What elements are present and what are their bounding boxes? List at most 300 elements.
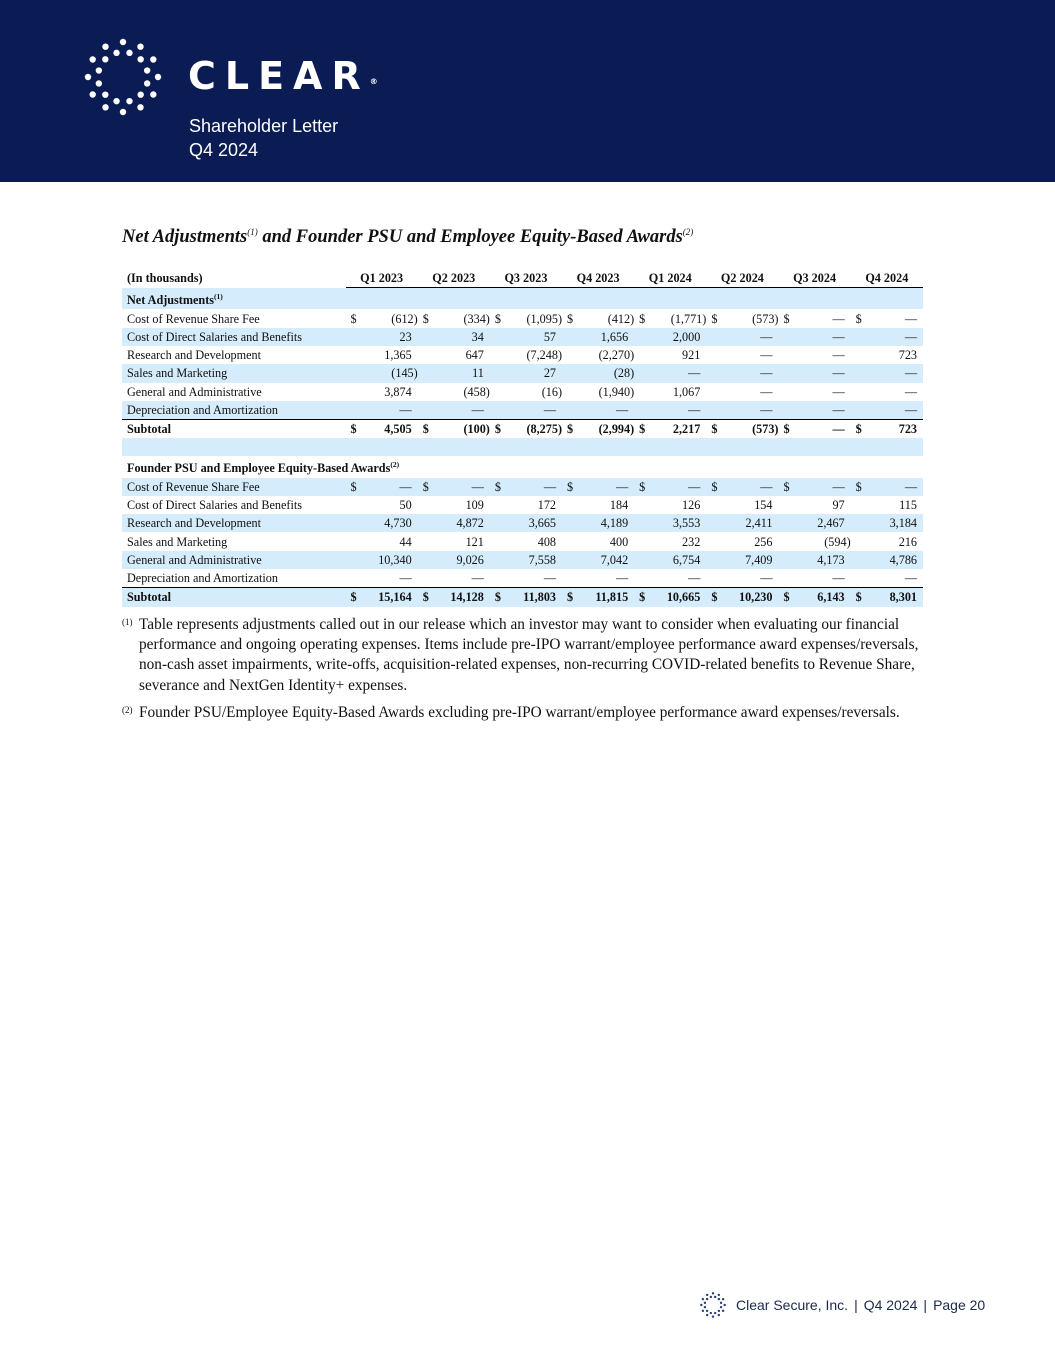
table-row	[122, 478, 923, 496]
footnote-text: Table represents adjustments called out in our release which an investor may want to consider when evaluating our financial performance and ongoing operating expenses. Items include pre-IPO warrant/employee performance award expenses/reversals, non-cash asset impairments, write-offs, acquisition-related expenses, non-recurring COVID-related benefits to Revenue Share, severance and NextGen Identity+ expenses.	[139, 616, 919, 694]
row-label: Sales and Marketing	[127, 534, 228, 549]
currency-cell: $	[562, 588, 574, 607]
currency-cell	[346, 569, 358, 588]
currency-cell	[562, 401, 574, 420]
value-cell: —	[760, 571, 773, 586]
currency-cell	[490, 346, 502, 364]
title-part-1: Net Adjustments	[122, 227, 248, 248]
currency-cell	[346, 346, 358, 364]
currency-cell	[562, 328, 574, 346]
value-cell: 23	[358, 328, 418, 346]
footnote-mark: (1)	[122, 617, 133, 627]
logo-dot	[723, 1304, 725, 1306]
value-cell: 2,467	[791, 514, 851, 532]
currency-cell	[346, 496, 358, 514]
currency-cell: $	[490, 588, 502, 607]
value-cell: 10,340	[358, 551, 418, 569]
currency-cell	[346, 551, 358, 569]
value-cell: 121	[465, 534, 484, 549]
currency-cell: $	[851, 420, 863, 439]
value-cell: —	[863, 328, 923, 346]
logo-dot	[89, 56, 95, 62]
brand-wordmark	[188, 52, 378, 100]
clear-logo-icon	[84, 38, 162, 116]
currency-cell: $	[778, 478, 790, 496]
subtotal-value: (100)	[430, 420, 490, 439]
currency-cell	[418, 364, 430, 382]
value-cell: —	[760, 384, 773, 399]
value-cell: 126	[682, 497, 701, 512]
currency-cell: $	[851, 478, 863, 496]
registered-mark: ®	[369, 77, 378, 86]
footer-separator: |	[854, 1297, 858, 1313]
footnote-text: Founder PSU/Employee Equity-Based Awards excluding pre-IPO warrant/employee performance award expenses/reversals.	[139, 703, 900, 721]
value-cell: —	[502, 401, 562, 420]
currency-cell: $	[562, 478, 574, 496]
logo-dot	[120, 39, 126, 45]
value-cell: (7,248)	[526, 348, 563, 363]
currency-cell: $	[783, 311, 790, 326]
value-cell: 7,042	[574, 551, 634, 569]
table-row	[122, 496, 923, 514]
value-cell: —	[430, 401, 490, 420]
currency-cell	[851, 364, 863, 382]
logo-dot	[720, 1302, 722, 1304]
value-cell: —	[615, 571, 629, 586]
logo-dot	[706, 1294, 708, 1296]
logo-dot	[714, 1296, 716, 1298]
currency-cell: $	[418, 478, 430, 496]
column-header: Q1 2024	[634, 269, 706, 288]
logo-dot	[702, 1310, 704, 1312]
value-cell: —	[904, 384, 917, 399]
value-cell: —	[718, 328, 778, 346]
logo-dot	[150, 91, 156, 97]
section-heading-text: Net Adjustments	[127, 293, 215, 308]
value-cell: —	[791, 478, 851, 496]
currency-cell	[851, 401, 863, 420]
currency-cell	[706, 346, 718, 364]
spacer-cell	[122, 438, 923, 456]
value-cell: (612)	[391, 311, 418, 326]
section-footnote-mark: (1)	[214, 292, 223, 302]
table-row	[122, 401, 923, 420]
table-row	[122, 309, 923, 327]
currency-cell	[346, 401, 358, 420]
currency-cell	[562, 383, 574, 401]
table-row	[122, 328, 923, 346]
row-label: Depreciation and Amortization	[122, 401, 346, 420]
currency-cell: $	[706, 420, 718, 439]
value-cell: 256	[754, 534, 773, 549]
value-cell: 400	[609, 534, 629, 549]
footer-page-number: Page 20	[933, 1297, 986, 1313]
subtotal-value: 4,505	[358, 420, 418, 439]
currency-cell	[634, 401, 646, 420]
logo-dot	[706, 1310, 708, 1312]
currency-cell	[634, 383, 646, 401]
currency-cell	[562, 569, 574, 588]
currency-cell	[706, 364, 718, 382]
value-cell: 3,665	[502, 514, 562, 532]
row-label: Research and Development	[127, 348, 262, 363]
currency-cell	[778, 346, 790, 364]
currency-cell	[562, 346, 574, 364]
section-heading	[122, 288, 923, 310]
row-label: Research and Development	[122, 514, 346, 532]
logo-dot	[704, 1306, 706, 1308]
currency-cell	[634, 346, 646, 364]
logo-dot	[720, 1306, 722, 1308]
currency-cell	[778, 569, 790, 588]
brand-name: CLEAR	[188, 54, 370, 98]
currency-cell	[778, 364, 790, 382]
currency-cell	[851, 383, 863, 401]
currency-cell: $	[562, 420, 574, 439]
currency-cell: $	[418, 420, 430, 439]
logo-dot	[120, 109, 126, 115]
logo-dot	[102, 104, 108, 110]
financial-table	[122, 269, 923, 607]
logo-dot	[102, 56, 108, 62]
value-cell: —	[791, 401, 851, 420]
logo-dot	[126, 98, 132, 104]
footnote	[122, 615, 922, 696]
currency-cell	[851, 551, 863, 569]
value-cell: —	[358, 478, 418, 496]
value-cell: 1,067	[672, 384, 701, 399]
value-cell: —	[904, 571, 917, 586]
value-cell: 11	[430, 364, 490, 382]
row-label: Cost of Direct Salaries and Benefits	[127, 497, 302, 512]
logo-dot	[144, 80, 150, 86]
value-cell: —	[904, 311, 917, 326]
value-cell: —	[832, 311, 845, 326]
document-title: Shareholder Letter	[189, 116, 339, 136]
title-footnote-mark-2: (2)	[682, 227, 694, 237]
currency-cell: $	[490, 420, 502, 439]
currency-cell: $	[490, 478, 502, 496]
logo-dot	[96, 80, 102, 86]
value-cell: (573)	[752, 311, 779, 326]
subtotal-row	[122, 588, 923, 607]
subtotal-value: 10,230	[718, 588, 778, 607]
currency-cell: $	[634, 588, 646, 607]
currency-cell	[778, 496, 790, 514]
currency-cell	[634, 496, 646, 514]
currency-cell	[346, 328, 358, 346]
currency-cell	[418, 551, 430, 569]
section-heading-text: Founder PSU and Employee Equity-Based Awards	[127, 461, 391, 476]
footnote	[122, 703, 922, 723]
currency-cell	[490, 364, 502, 382]
document-period: Q4 2024	[189, 140, 259, 160]
currency-cell	[706, 401, 718, 420]
currency-cell: $	[706, 478, 718, 496]
value-cell: 4,189	[574, 514, 634, 532]
currency-cell	[418, 514, 430, 532]
logo-dot	[113, 98, 119, 104]
logo-dot	[714, 1312, 716, 1314]
currency-cell	[778, 514, 790, 532]
value-cell: —	[430, 478, 490, 496]
value-cell: 723	[898, 348, 917, 363]
logo-dot	[155, 74, 161, 80]
logo-dot	[712, 1315, 714, 1317]
table-row	[122, 383, 923, 401]
footnotes	[122, 615, 922, 730]
logo-dot	[102, 91, 108, 97]
currency-cell	[778, 383, 790, 401]
section-heading-row	[122, 456, 923, 477]
column-header: Q3 2024	[778, 269, 850, 288]
value-cell: —	[863, 401, 923, 420]
subtotal-value: 8,301	[863, 588, 923, 607]
value-cell: 1,656	[574, 328, 634, 346]
value-cell: 408	[537, 534, 557, 549]
logo-dot	[710, 1312, 712, 1314]
section-title	[122, 227, 693, 248]
logo-dot	[712, 1292, 714, 1294]
value-cell: —	[502, 478, 562, 496]
value-cell: 4,872	[430, 514, 490, 532]
currency-cell	[851, 532, 863, 550]
currency-cell	[851, 514, 863, 532]
value-cell: (1,940)	[598, 384, 635, 399]
currency-cell	[562, 551, 574, 569]
currency-cell: $	[346, 478, 358, 496]
value-cell: —	[791, 328, 851, 346]
value-cell: —	[718, 401, 778, 420]
logo-dot	[718, 1310, 720, 1312]
value-cell: (1,771)	[670, 311, 707, 326]
logo-dot	[85, 74, 91, 80]
column-header: Q3 2023	[490, 269, 562, 288]
value-cell: —	[688, 571, 701, 586]
currency-cell	[634, 364, 646, 382]
value-cell: (334)	[463, 311, 490, 326]
currency-cell	[346, 383, 358, 401]
table-row	[122, 514, 923, 532]
column-header: Q1 2023	[346, 269, 418, 288]
currency-cell: $	[634, 478, 646, 496]
row-label: General and Administrative	[127, 384, 262, 399]
currency-cell	[778, 401, 790, 420]
value-cell: —	[791, 364, 851, 382]
value-cell: 6,754	[646, 551, 706, 569]
currency-cell	[706, 532, 718, 550]
value-cell: 44	[399, 534, 412, 549]
currency-cell: $	[778, 588, 790, 607]
value-cell: —	[646, 364, 706, 382]
value-cell: —	[760, 348, 773, 363]
logo-dot	[706, 1298, 708, 1300]
logo-dot	[150, 56, 156, 62]
value-cell: —	[718, 478, 778, 496]
value-cell: 172	[537, 497, 557, 512]
currency-cell	[706, 569, 718, 588]
currency-cell	[778, 551, 790, 569]
subtotal-value: —	[791, 420, 851, 439]
spacer-row	[122, 438, 923, 456]
currency-cell	[346, 532, 358, 550]
currency-cell	[418, 346, 430, 364]
value-cell: (594)	[824, 534, 851, 549]
value-cell: —	[646, 401, 706, 420]
value-cell: 2,411	[718, 514, 778, 532]
value-cell: 647	[465, 348, 484, 363]
currency-cell	[490, 383, 502, 401]
value-cell: 3,874	[384, 384, 412, 399]
currency-cell	[634, 551, 646, 569]
currency-cell	[418, 328, 430, 346]
currency-cell	[562, 496, 574, 514]
value-cell: —	[832, 571, 845, 586]
logo-dot	[706, 1314, 708, 1316]
currency-cell: $	[851, 588, 863, 607]
value-cell: —	[471, 571, 484, 586]
currency-cell	[706, 328, 718, 346]
subtotal-value: 11,815	[574, 588, 634, 607]
value-cell: 50	[399, 497, 412, 512]
value-cell: —	[832, 384, 845, 399]
currency-cell	[778, 328, 790, 346]
value-cell: —	[832, 348, 845, 363]
value-cell: 3,553	[646, 514, 706, 532]
unit-label: (In thousands)	[127, 271, 203, 286]
currency-cell: $	[346, 420, 358, 439]
logo-dot	[718, 1294, 720, 1296]
subtotal-value: 14,128	[430, 588, 490, 607]
value-cell: —	[574, 478, 634, 496]
currency-cell	[706, 496, 718, 514]
logo-dot	[137, 91, 143, 97]
logo-dot	[126, 50, 132, 56]
subtotal-row	[122, 420, 923, 439]
value-cell: —	[718, 364, 778, 382]
section-heading	[122, 456, 923, 477]
logo-dot	[710, 1296, 712, 1298]
row-label: Sales and Marketing	[122, 364, 346, 382]
value-cell: 34	[430, 328, 490, 346]
table-row	[122, 364, 923, 382]
currency-cell	[634, 569, 646, 588]
subtotal-value: 2,217	[646, 420, 706, 439]
logo-dot	[700, 1304, 702, 1306]
value-cell: 7,558	[502, 551, 562, 569]
value-cell: 9,026	[430, 551, 490, 569]
currency-cell	[490, 569, 502, 588]
currency-cell	[418, 383, 430, 401]
table-row	[122, 569, 923, 588]
value-cell: 3,184	[863, 514, 923, 532]
currency-cell	[562, 364, 574, 382]
value-cell: 27	[502, 364, 562, 382]
section-heading-row	[122, 288, 923, 310]
subtotal-value: 6,143	[791, 588, 851, 607]
subtotal-value: 10,665	[646, 588, 706, 607]
logo-dot	[113, 50, 119, 56]
value-cell: (458)	[463, 384, 490, 399]
value-cell: (28)	[574, 364, 634, 382]
row-label: Cost of Revenue Share Fee	[127, 311, 260, 326]
value-cell: —	[399, 571, 412, 586]
subtotal-value: 723	[863, 420, 923, 439]
subtotal-value: 15,164	[358, 588, 418, 607]
logo-dot	[718, 1314, 720, 1316]
currency-cell: $	[494, 311, 501, 326]
currency-cell	[851, 346, 863, 364]
currency-cell: $	[634, 420, 646, 439]
currency-cell	[490, 551, 502, 569]
logo-dot	[137, 43, 143, 49]
footer-period: Q4 2024	[863, 1297, 918, 1313]
logo-dot	[137, 56, 143, 62]
table-row	[122, 346, 923, 364]
value-cell: (16)	[541, 384, 563, 399]
row-label: Cost of Revenue Share Fee	[122, 478, 346, 496]
value-cell: (145)	[358, 364, 418, 382]
currency-cell	[490, 532, 502, 550]
currency-cell	[418, 496, 430, 514]
column-header: Q4 2023	[562, 269, 634, 288]
value-cell: 2,000	[646, 328, 706, 346]
value-cell: 1,365	[384, 348, 412, 363]
column-header: Q4 2024	[851, 269, 923, 288]
currency-cell	[490, 496, 502, 514]
clear-logo-small-icon	[700, 1292, 726, 1318]
row-label: Depreciation and Amortization	[127, 571, 278, 586]
currency-cell	[346, 364, 358, 382]
logo-dot	[704, 1302, 706, 1304]
section-footnote-mark: (2)	[390, 460, 400, 470]
value-cell: 7,409	[718, 551, 778, 569]
currency-cell: $	[418, 588, 430, 607]
currency-cell	[562, 514, 574, 532]
logo-dot	[722, 1310, 724, 1312]
page-footer	[700, 1291, 985, 1319]
currency-cell	[562, 532, 574, 550]
currency-cell: $	[706, 588, 718, 607]
logo-dot	[89, 91, 95, 97]
row-label: Cost of Direct Salaries and Benefits	[122, 328, 346, 346]
currency-cell	[634, 514, 646, 532]
logo-dot	[718, 1298, 720, 1300]
currency-cell: $	[711, 311, 718, 326]
currency-cell	[706, 383, 718, 401]
table-header-row	[122, 269, 923, 288]
value-cell: 109	[465, 497, 484, 512]
currency-cell	[490, 328, 502, 346]
logo-dot	[722, 1298, 724, 1300]
currency-cell	[418, 569, 430, 588]
logo-dot	[144, 67, 150, 73]
currency-cell: $	[855, 311, 862, 326]
value-cell: —	[574, 401, 634, 420]
subtotal-value: (2,994)	[574, 420, 634, 439]
subtotal-value: 11,803	[502, 588, 562, 607]
row-label: General and Administrative	[122, 551, 346, 569]
title-footnote-mark-1: (1)	[247, 227, 258, 237]
currency-cell	[851, 496, 863, 514]
value-cell: 97	[832, 497, 845, 512]
subtotal-label: Subtotal	[122, 588, 346, 607]
subtotal-label: Subtotal	[122, 420, 346, 439]
column-header: Q2 2024	[706, 269, 778, 288]
currency-cell	[706, 514, 718, 532]
value-cell: 4,173	[791, 551, 851, 569]
currency-cell	[418, 532, 430, 550]
